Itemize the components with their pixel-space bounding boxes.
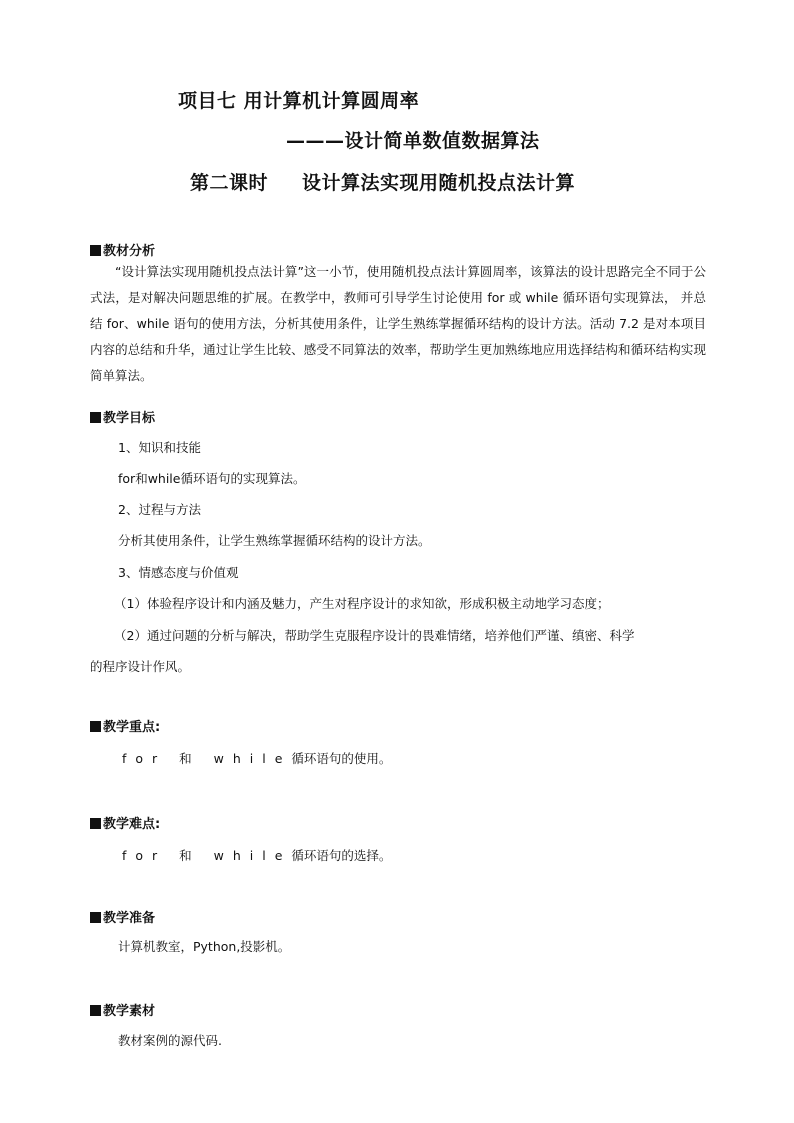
preparation-body: 计算机教室，Python,投影机。 bbox=[118, 939, 291, 954]
key-desc-text: 循环语句的使用。 bbox=[291, 751, 392, 766]
materials-body: 教材案例的源代码. bbox=[118, 1033, 222, 1048]
heading-goals: 教学目标 bbox=[90, 407, 155, 426]
heading-difficult-points: 教学难点: bbox=[90, 813, 160, 832]
lesson-topic: 设计算法实现用随机投点法计算 bbox=[302, 172, 576, 194]
key-points-body bbox=[122, 749, 391, 767]
lesson-number: 第二课时 bbox=[190, 172, 269, 194]
difficult-code-text: for 和 while bbox=[122, 848, 292, 863]
goal-2-title: 2、过程与方法 bbox=[118, 502, 201, 517]
difficult-desc-text: 循环语句的选择。 bbox=[291, 848, 392, 863]
square-bullet-icon bbox=[90, 721, 101, 732]
goal-1-body: for和while循环语句的实现算法。 bbox=[118, 471, 306, 486]
goal-3-title: 3、情感态度与价值观 bbox=[118, 565, 239, 580]
goal-3-item-1: （1）体验程序设计和内涵及魅力，产生对程序设计的求知欲，形成积极主动地学习态度； bbox=[114, 596, 610, 611]
heading-preparation: 教学准备 bbox=[90, 907, 155, 926]
square-bullet-icon bbox=[90, 245, 101, 256]
square-bullet-icon bbox=[90, 1005, 101, 1016]
title-project: 项目七 用计算机计算圆周率 bbox=[178, 90, 420, 112]
goal-1-title: 1、知识和技能 bbox=[118, 440, 201, 455]
key-code-text: for 和 while bbox=[122, 751, 292, 766]
title-subtitle: ———设计简单数值数据算法 bbox=[286, 130, 540, 152]
square-bullet-icon bbox=[90, 818, 101, 829]
analysis-paragraph: “设计算法实现用随机投点法计算”这一小节，使用随机投点法计算圆周率，该算法的设计思路完全不同于公式法，是对解决问题思维的扩展。在教学中，教师可引导学生讨论使用 for 或 while 循环语句实现算法， 并总结 for、while 语句的使用方法，分析其使用条件，让学生熟练掌握循环结构的设计方法。活动 7.2 是对本项目内容的总结和升华，通过让学生比较、感受不同算法的效率，帮助学生更加熟练地应用选择结构和循环结构实现简单算法。 bbox=[90, 264, 706, 383]
square-bullet-icon bbox=[90, 912, 101, 923]
goal-3-item-2-cont: 的程序设计作风。 bbox=[90, 659, 191, 674]
goal-2-body: 分析其使用条件，让学生熟练掌握循环结构的设计方法。 bbox=[118, 533, 431, 548]
square-bullet-icon bbox=[90, 412, 101, 423]
title-lesson bbox=[190, 168, 575, 195]
heading-key-points: 教学重点: bbox=[90, 716, 160, 735]
goal-3-item-2: （2）通过问题的分析与解决，帮助学生克服程序设计的畏难情绪，培养他们严谨、缜密、科学 bbox=[114, 628, 635, 643]
difficult-points-body bbox=[122, 846, 391, 864]
heading-analysis: 教材分析 bbox=[90, 240, 155, 259]
heading-materials: 教学素材 bbox=[90, 1000, 155, 1019]
